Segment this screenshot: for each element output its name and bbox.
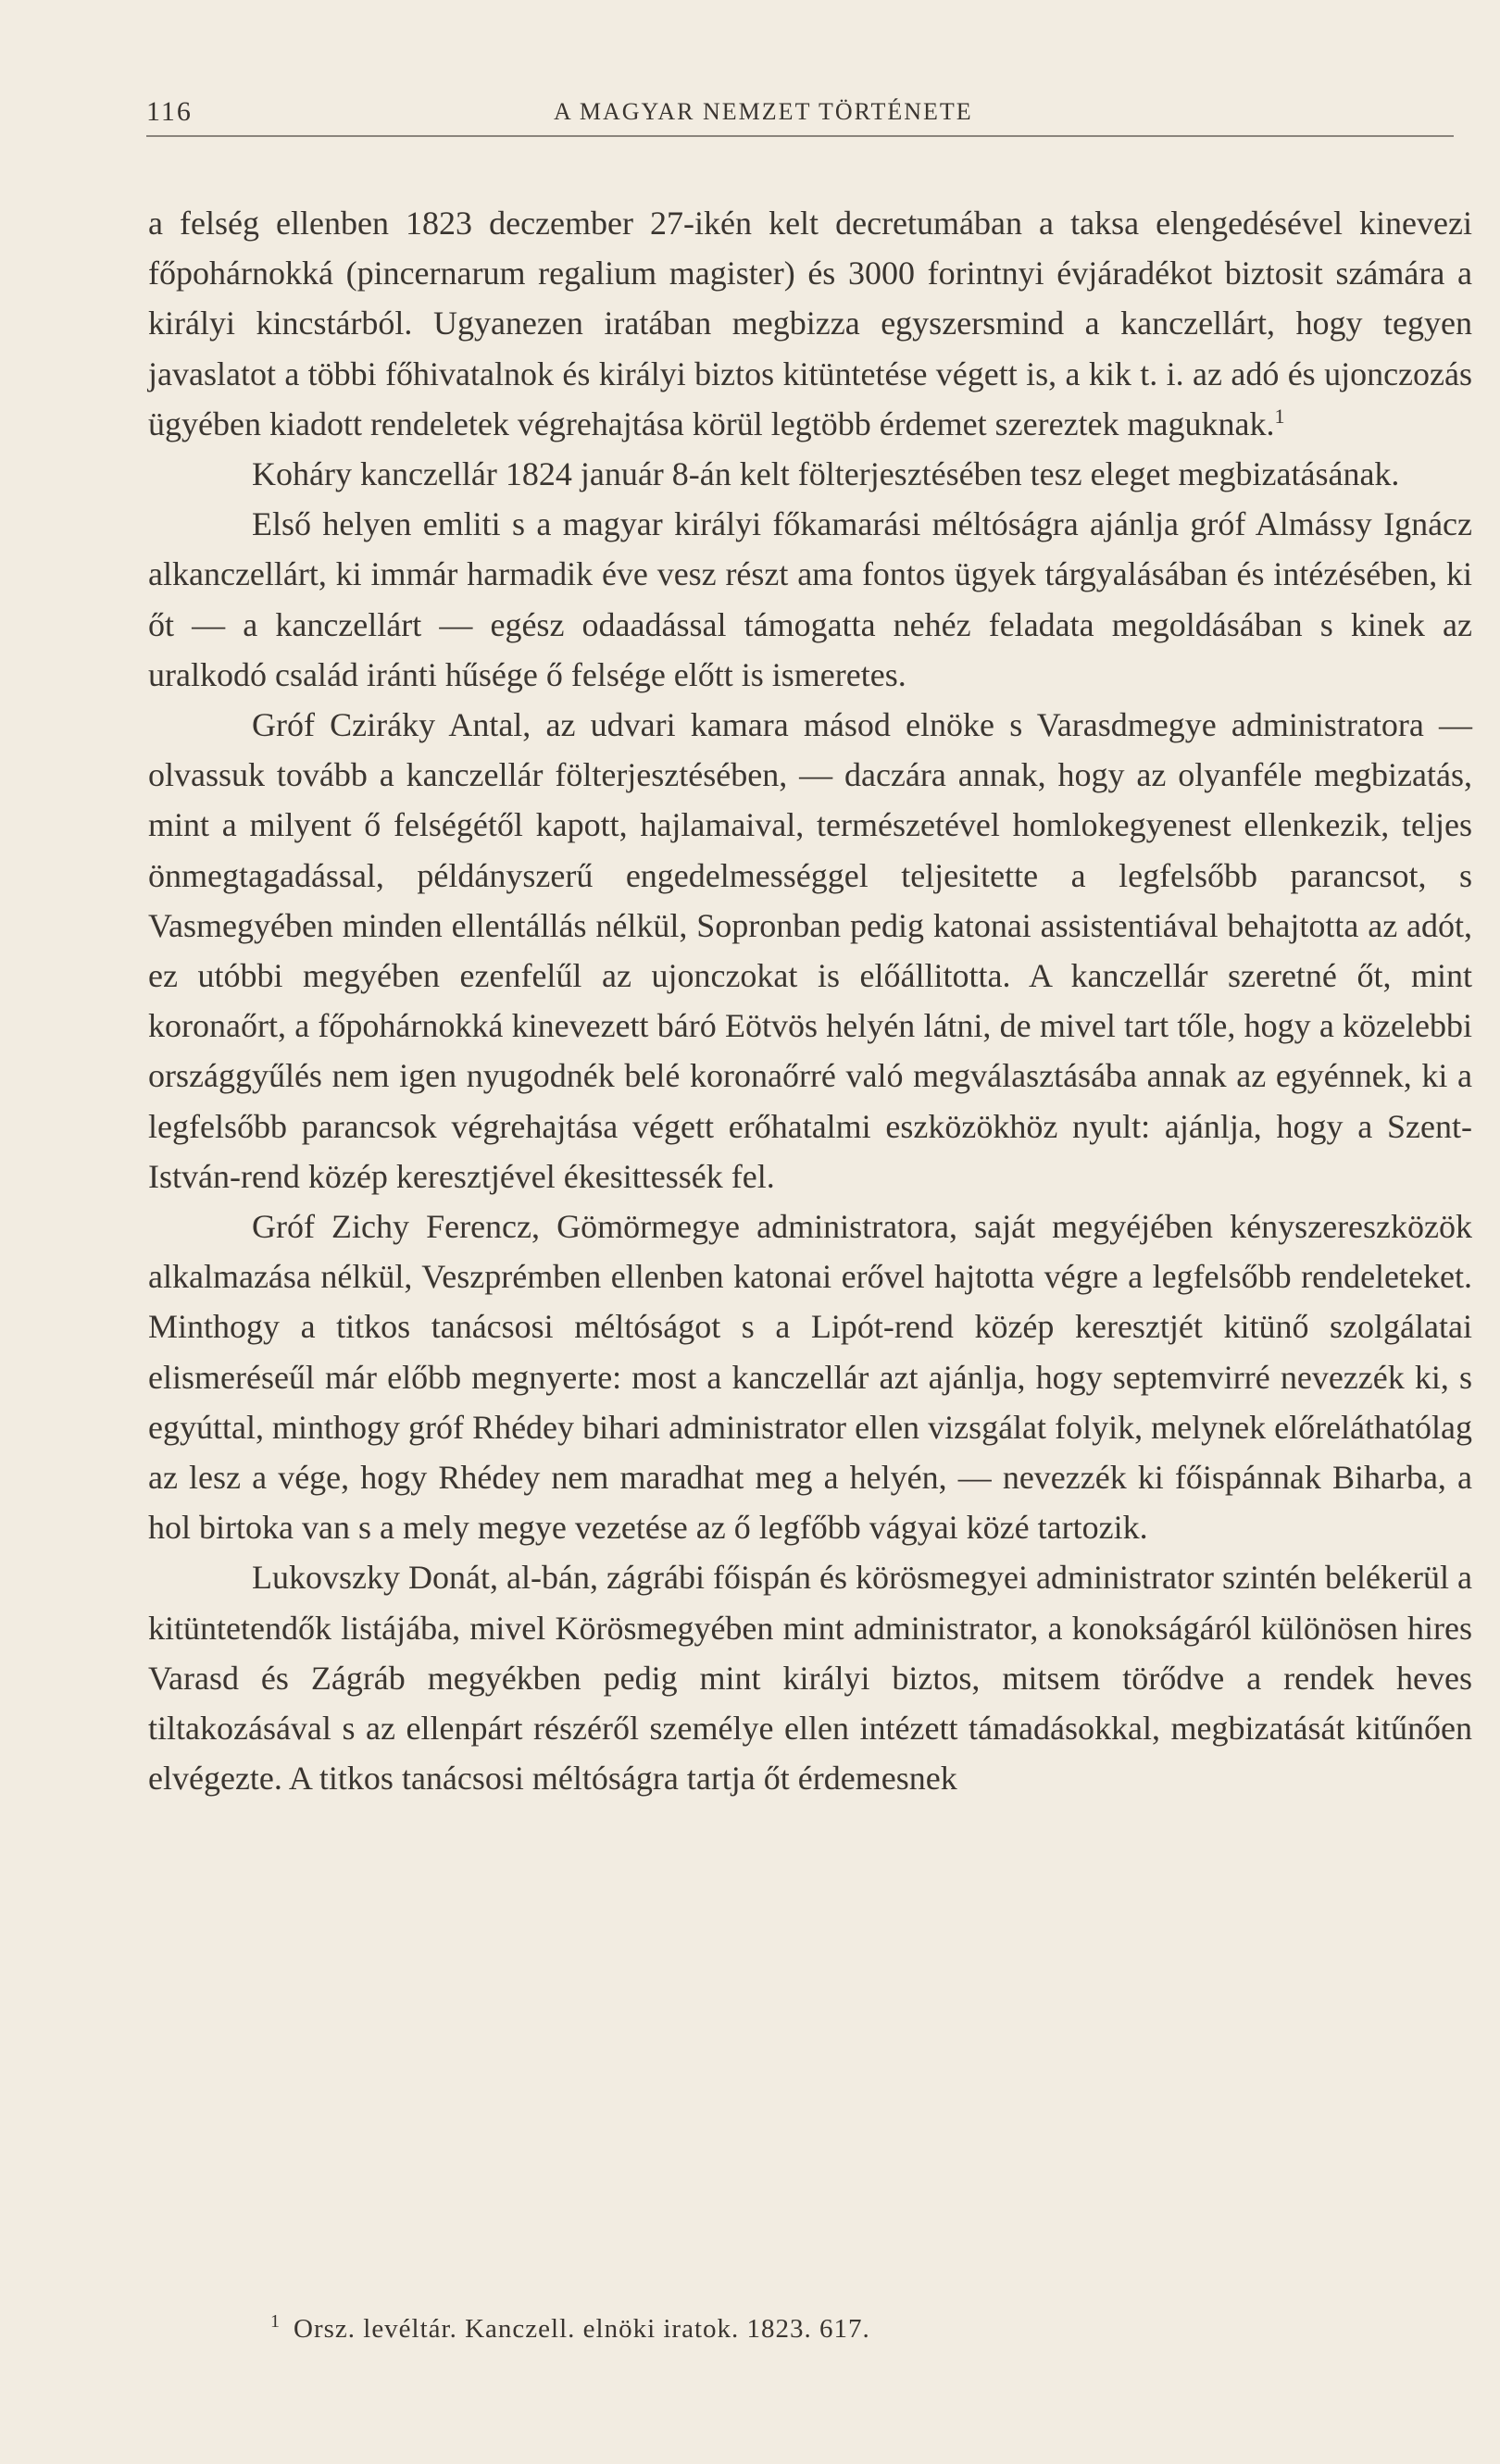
- page-number: 116: [146, 96, 193, 127]
- footnote-text: Orsz. levéltár. Kanczell. elnöki iratok. 1823. 617.: [294, 2314, 870, 2344]
- paragraph: Lukovszky Donát, al-bán, zágrábi főispán és körösmegyei administrator szintén belékerül a kitüntetendők listájába, mivel Körösmegyében mint administrator, a konokságáról különösen hires Varasd és Zágráb megyékben pedig mint királyi biztos, mitsem törődve a rendek heves tiltakozásával s az ellenpárt részéről személye ellen intézett támadásokkal, megbizatását kitűnően elvégezte. A titkos tanácsosi méltóságra tartja őt érdemesnek: [148, 1559, 1472, 1798]
- paragraph: [148, 198, 1472, 449]
- paragraph: Gróf Cziráky Antal, az udvari kamara másod elnöke s Varasdmegye administratora — olvassuk tovább a kanczellár fölterjesztésében, — daczára annak, hogy az olyanféle megbizatás, mint a milyent ő felségétől kapott, hajlamaival, természetével homlokegyenest ellenkezik, teljes önmegtagadással, példányszerű engedelmességgel teljesitette a legfelsőbb parancsot, s Vasmegyében minden ellentállás nélkül, Sopronban pedig katonai assistentiával behajtotta az adót, ez utóbbi megyében ezenfelűl az ujonczokat is előállitotta. A kanczellár szeretné őt, mint koronaőrt, a főpohárnokká kinevezett báró Eötvös helyén látni, de mivel tart tőle, hogy a közelebbi országgyűlés nem igen nyugodnék belé koronaőrré való megválasztásába annak az egyénnek, ki a legfelsőbb parancsok végrehajtása végett erőhatalmi eszközökhöz nyult: ajánlja, hogy a Szent-István-rend közép keresztjével ékesittessék fel.: [148, 706, 1472, 1195]
- body-text: [148, 198, 1472, 1804]
- paragraph-text: a felség ellenben 1823 deczember 27-ikén kelt decretumában a taksa elengedésével kinevezi főpohárnokká (pincernarum regalium magister) és 3000 forintnyi évjáradékot biztosit számára a királyi kincstárból. Ugyanezen iratában megbizza egyszersmind a kanczellárt, hogy tegyen javaslatot a többi főhivatalnok és királyi biztos kitüntetése végett is, a kik t. i. az adó és ujonczozás ügyében kiadott rendeletek végrehajtása körül legtöbb érdemet szereztek maguknak.: [148, 205, 1472, 442]
- paragraph: Koháry kanczellár 1824 január 8-án kelt fölterjesztésében tesz eleget megbizatásának.: [252, 455, 1400, 493]
- paragraph: Első helyen emliti s a magyar királyi főkamarási méltóságra ajánlja gróf Almássy Ignácz alkanczellárt, ki immár harmadik éve vesz részt ama fontos ügyek tárgyalásában és intézésében, ki őt — a kanczellárt — egész odaadással támogatta nehéz feladata megoldásában s kinek az uralkodó család iránti hűsége ő felsége előtt is ismeretes.: [148, 505, 1472, 693]
- running-title: A MAGYAR NEMZET TÖRTÉNETE: [554, 98, 973, 125]
- page-header: [146, 89, 1454, 137]
- paragraph: Gróf Zichy Ferencz, Gömörmegye administratora, saját megyéjében kényszereszközök alkalmazása nélkül, Veszprémben ellenben katonai erővel hajtotta végre a legfelsőbb rendeleteket. Minthogy a titkos tanácsosi méltóságot s a Lipót-rend közép keresztjét kitünő szolgálatai elismeréseűl már előbb megnyerte: most a kanczellár azt ajánlja, hogy septemvirré nevezzék ki, s egyúttal, minthogy gróf Rhédey bihari administrator ellen vizsgálat folyik, melynek előreláthatólag az lesz a vége, hogy Rhédey nem maradhat meg a helyén, — nevezzék ki főispánnak Biharba, a hol birtoka van s a mely megye vezetése az ő legfőbb vágyai közé tartozik.: [148, 1208, 1472, 1547]
- footnote-reference: 1: [1274, 404, 1285, 428]
- footnote-mark: 1: [270, 2311, 281, 2333]
- footnote: [270, 2311, 870, 2345]
